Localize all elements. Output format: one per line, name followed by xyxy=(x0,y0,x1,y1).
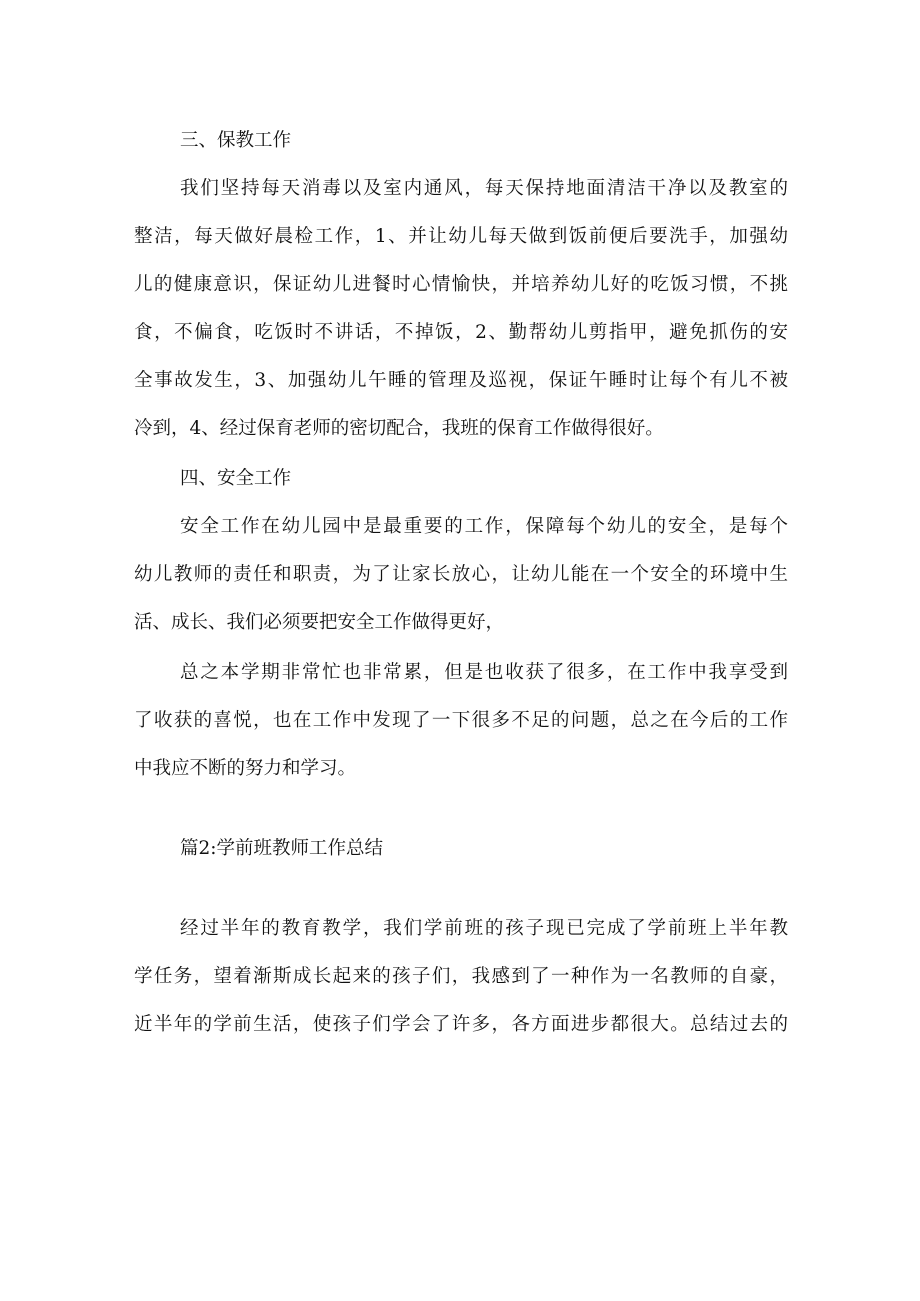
paragraph-line: 经过半年的教育教学，我们学前班的孩子现已完成了学前班上半年教 xyxy=(180,918,788,939)
paragraph-line: 安全工作在幼儿园中是最重要的工作，保障每个幼儿的安全，是每个 xyxy=(180,516,788,537)
paragraph-summary xyxy=(134,654,788,788)
article-heading-pian2: 篇2:学前班教师工作总结 xyxy=(180,838,384,859)
paragraph-line: 整洁，每天做好晨检工作，1、并让幼儿每天做到饭前便后要洗手，加强幼 xyxy=(134,226,788,247)
document-body xyxy=(134,122,788,1044)
paragraph-line: 食，不偏食，吃饭时不讲话，不掉饭，2、勤帮幼儿剪指甲，避免抓伤的安 xyxy=(134,322,788,343)
paragraph-line: 中我应不断的努力和学习。 xyxy=(134,758,357,779)
paragraph-line: 学任务，望着渐斯成长起来的孩子们，我感到了一种作为一名教师的自豪， xyxy=(134,966,788,987)
paragraph-line: 近半年的学前生活，使孩子们学会了许多，各方面进步都很大。总结过去的 xyxy=(134,1014,788,1035)
paragraph-pian2-intro xyxy=(134,910,788,1044)
paragraph-line: 我们坚持每天消毒以及室内通风，每天保持地面清洁干净以及教室的 xyxy=(180,178,788,199)
paragraph-line: 幼儿教师的责任和职责，为了让家长放心，让幼儿能在一个安全的环境中生 xyxy=(134,564,788,585)
section-heading-baojiao: 三、保教工作 xyxy=(180,130,292,151)
paragraph-line: 活、成长、我们必须要把安全工作做得更好， xyxy=(134,612,505,633)
section-heading-anquan: 四、安全工作 xyxy=(180,468,292,489)
paragraph-line: 总之本学期非常忙也非常累，但是也收获了很多，在工作中我享受到 xyxy=(180,662,788,683)
paragraph-line: 儿的健康意识，保证幼儿进餐时心情愉快，并培养幼儿好的吃饭习惯，不挑 xyxy=(134,274,788,295)
paragraph-anquan xyxy=(134,508,788,642)
paragraph-line: 了收获的喜悦，也在工作中发现了一下很多不足的问题，总之在今后的工作 xyxy=(134,710,788,731)
paragraph-baojiao xyxy=(134,170,788,448)
paragraph-line: 全事故发生，3、加强幼儿午睡的管理及巡视，保证午睡时让每个有儿不被 xyxy=(134,370,788,391)
paragraph-line: 冷到，4、经过保育老师的密切配合，我班的保育工作做得很好。 xyxy=(134,418,664,439)
